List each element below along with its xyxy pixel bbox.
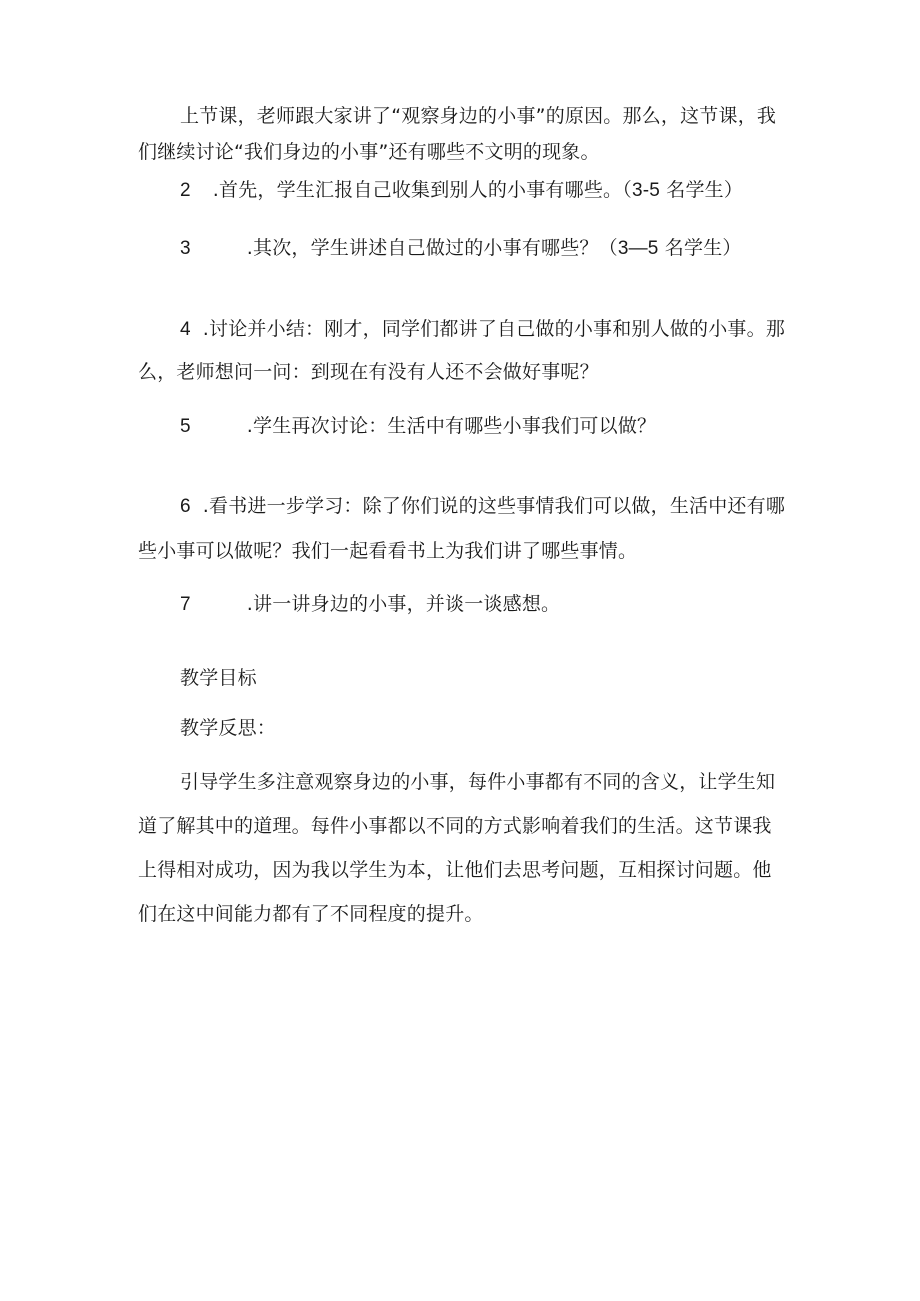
item-number: 2 [180, 180, 191, 201]
teaching-goal-heading: 教学目标 [180, 667, 257, 689]
item-text: .讨论并小结：刚才，同学们都讲了自己做的小事和别人做的小事。那么，老师想问一问：到现在有没有人还不会做好事呢？ [138, 318, 786, 383]
item-number: 7 [180, 594, 191, 615]
item-text: .学生再次讨论：生活中有哪些小事我们可以做？ [246, 415, 657, 437]
list-item-6 [138, 484, 790, 573]
item-text: .看书进一步学习：除了你们说的这些事情我们可以做，生活中还有哪些小事可以做呢？我们一起看看书上为我们讲了哪些事情。 [138, 495, 786, 562]
list-item-3 [138, 230, 790, 267]
list-item-5 [138, 408, 790, 445]
list-item-7 [138, 586, 790, 623]
item-text: .其次，学生讲述自己做过的小事有哪些？（ [246, 237, 618, 259]
item-tail: 名学生） [658, 237, 742, 259]
teaching-reflection-heading: 教学反思： [180, 717, 277, 739]
student-range: 3—5 [617, 238, 659, 259]
item-number: 6 [180, 496, 191, 517]
item-number: 3 [180, 238, 191, 259]
item-tail: 名学生） [660, 179, 744, 201]
item-number: 5 [180, 416, 191, 437]
list-item-2 [138, 172, 790, 209]
intro-paragraph: 上节课，老师跟大家讲了“观察身边的小事”的原因。那么，这节课，我们继续讨论“我们身边的小事”还有哪些不文明的现象。 [138, 105, 777, 163]
student-range: 3-5 [631, 180, 660, 201]
reflection-paragraph: 引导学生多注意观察身边的小事，每件小事都有不同的含义，让学生知道了解其中的道理。每件小事都以不同的方式影响着我们的生活。这节课我上得相对成功，因为我以学生为本，让他们去思考问题，互相探讨问题。他们在这中间能力都有了不同程度的提升。 [138, 771, 776, 925]
item-text: .讲一讲身边的小事，并谈一谈感想。 [246, 593, 561, 615]
list-item-4 [138, 308, 790, 393]
item-text: .首先，学生汇报自己收集到别人的小事有哪些。（ [212, 179, 632, 201]
item-number: 4 [180, 319, 191, 340]
